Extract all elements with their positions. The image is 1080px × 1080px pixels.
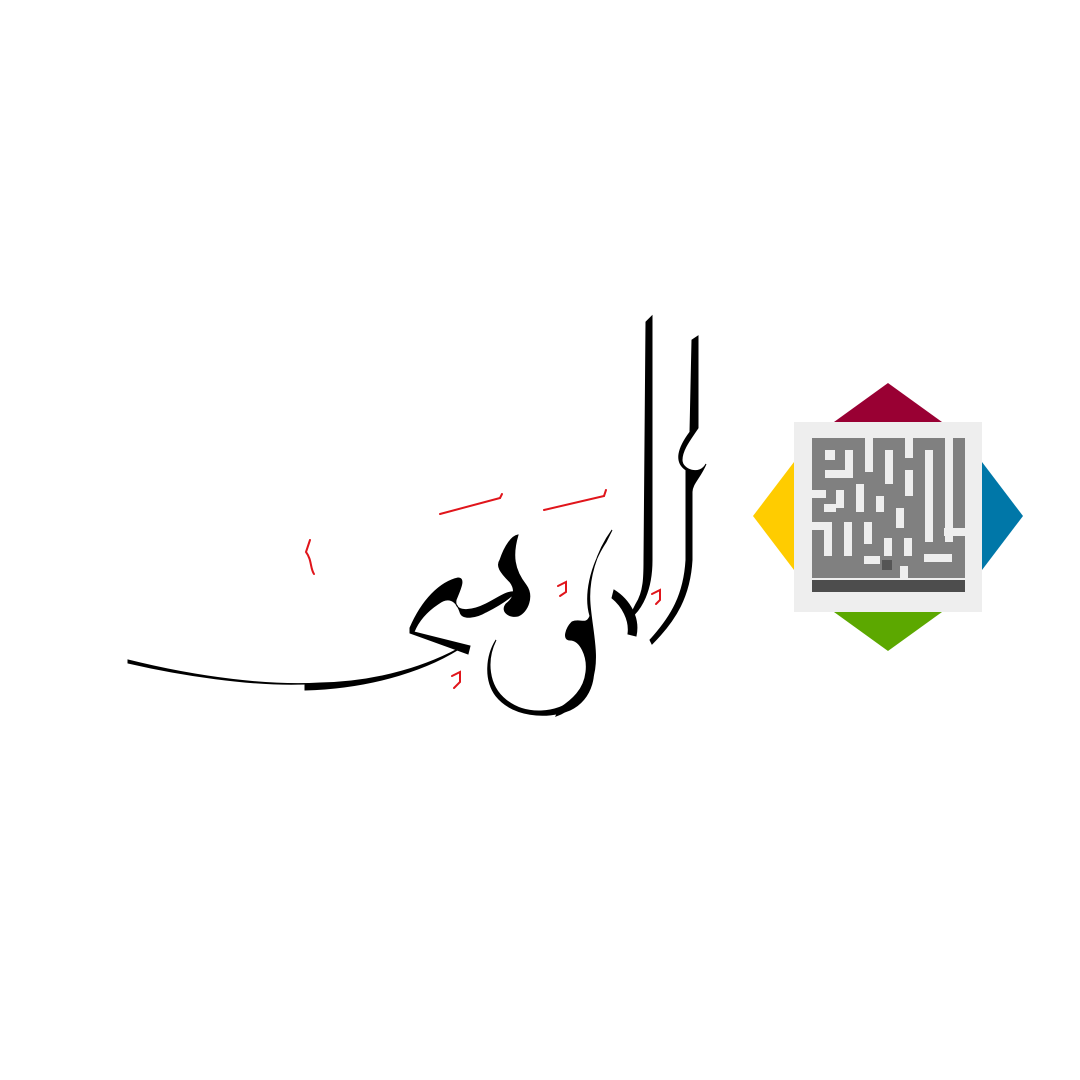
emblem-kufic-dot xyxy=(882,560,892,570)
calligraphy-alif-hook xyxy=(612,590,637,636)
diacritic-mark-mid-1 xyxy=(558,582,566,596)
calligraphy-bowl xyxy=(488,640,594,715)
diacritic-mark-mid-2 xyxy=(652,590,660,604)
emblem-triangle-bottom xyxy=(834,612,942,651)
diacritic-mark-low xyxy=(452,672,460,688)
calligraphy-baseline-stroke xyxy=(128,645,465,690)
calligraphy-left-letter xyxy=(410,578,516,654)
diacritic-fatha-right-tick xyxy=(604,490,606,496)
diacritic-fatha-right xyxy=(544,496,604,510)
kufic-emblem xyxy=(753,383,1023,651)
emblem-triangle-right xyxy=(982,462,1023,570)
emblem-kufic-bar xyxy=(812,580,965,592)
calligraphy-tall-alif-left xyxy=(628,316,652,620)
diacritic-mark-far-left xyxy=(306,540,314,574)
diacritic-fatha-left-tick xyxy=(500,494,502,498)
calligraphy-tall-lam-right xyxy=(650,336,706,644)
calligraphy-middle-stem xyxy=(498,535,529,616)
calligraphy-wordmark xyxy=(128,316,706,716)
diacritic-fatha-left xyxy=(440,498,500,514)
emblem-triangle-top xyxy=(834,383,942,422)
emblem-triangle-left xyxy=(753,462,794,570)
diacritic-marks xyxy=(306,490,660,688)
